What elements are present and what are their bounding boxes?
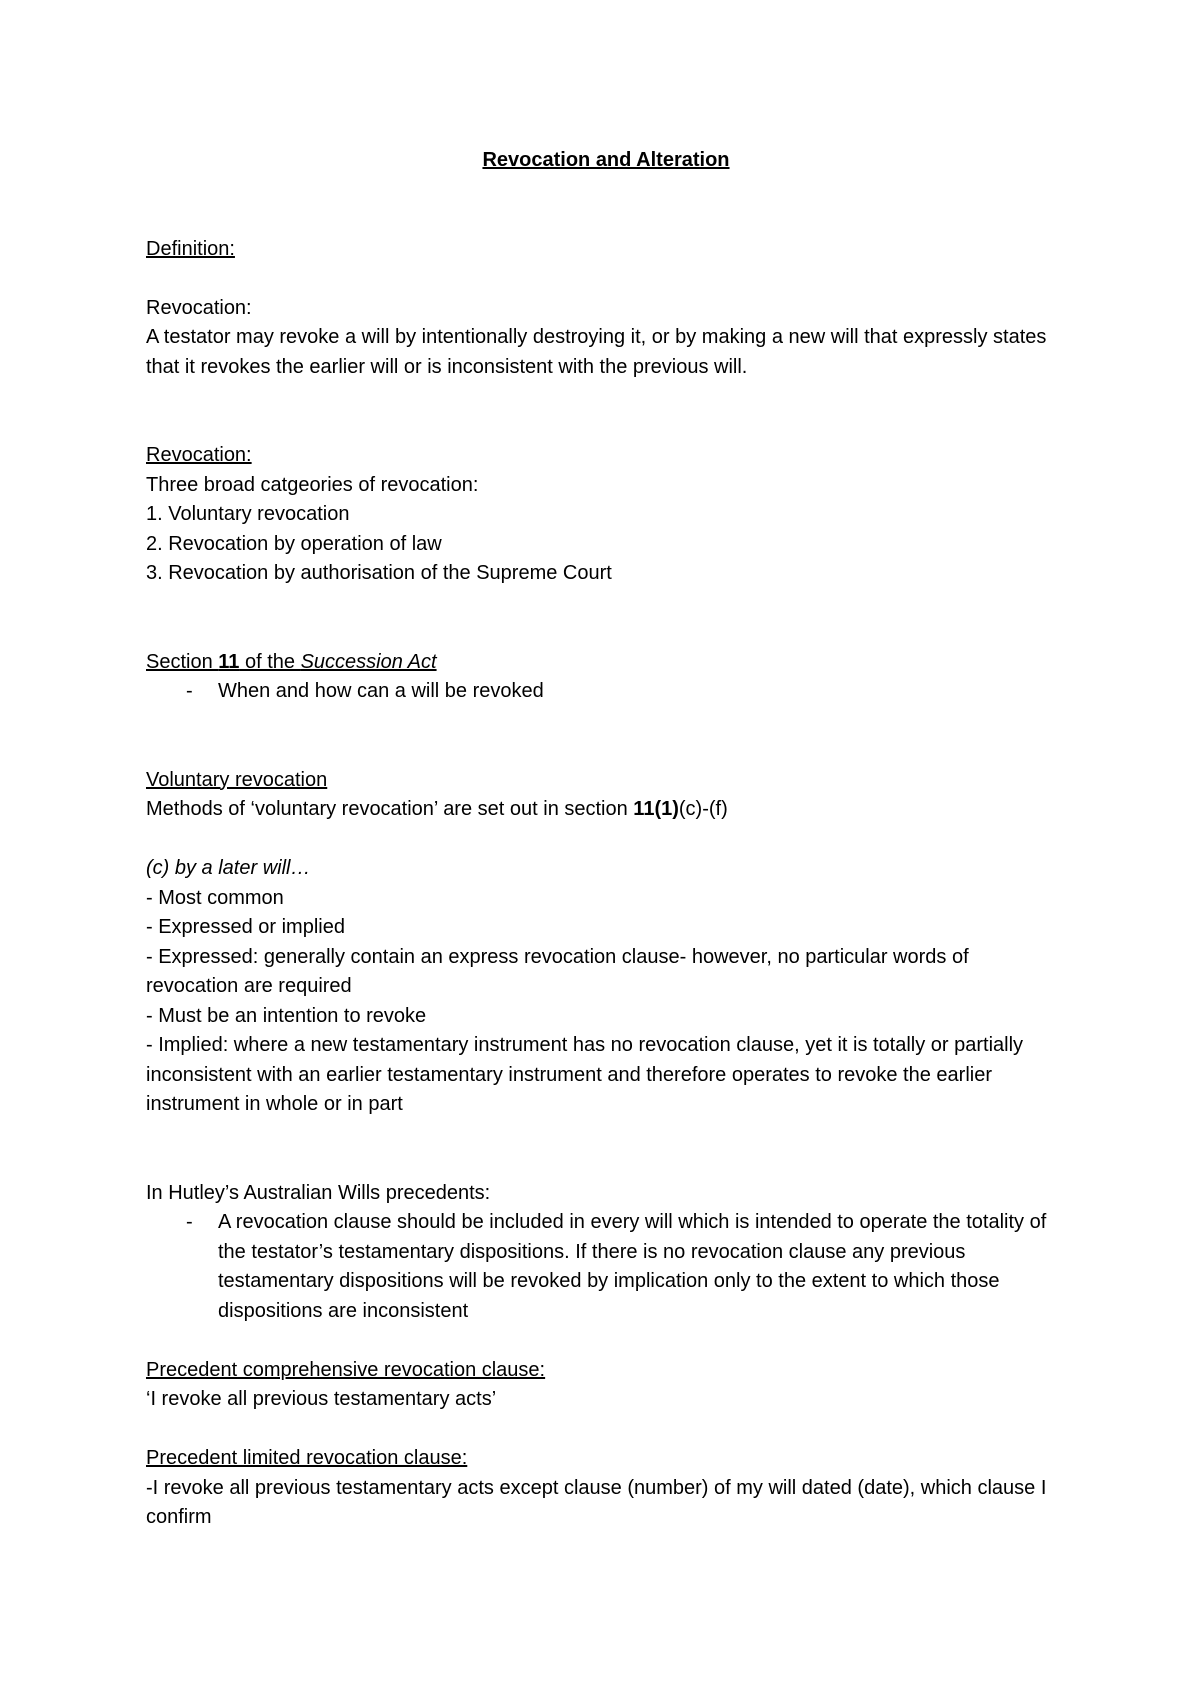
document-title: Revocation and Alteration bbox=[482, 149, 730, 171]
comprehensive-heading: Precedent comprehensive revocation clause: bbox=[146, 1358, 546, 1381]
list-item bbox=[146, 677, 1066, 707]
hutley-intro: In Hutley’s Australian Wills precedents: bbox=[146, 1181, 491, 1204]
revocation-label: Revocation: bbox=[146, 296, 252, 319]
act-name: Succession Act bbox=[300, 650, 437, 673]
list-item bbox=[146, 1208, 1066, 1326]
later-will-point: - Most common bbox=[146, 886, 284, 909]
voluntary-intro bbox=[146, 795, 1066, 825]
voluntary-intro-suffix: (c)-(f) bbox=[678, 798, 728, 820]
voluntary-intro-prefix: Methods of ‘voluntary revocation’ are set out in section bbox=[146, 798, 634, 820]
later-will-point: - Expressed or implied bbox=[146, 916, 345, 938]
later-will-point: - Expressed: generally contain an express revocation clause- however, no particular words of revocation are required bbox=[146, 945, 969, 997]
later-will-heading: (c) by a later will… bbox=[146, 857, 311, 879]
limited-text: -I revoke all previous testamentary acts except clause (number) of my will dated (date), which clause I confirm bbox=[146, 1476, 1047, 1528]
section-heading-prefix: Section bbox=[146, 650, 219, 673]
dash-marker: - bbox=[186, 680, 193, 702]
category-item: 2. Revocation by operation of law bbox=[146, 532, 442, 555]
categories-intro: Three broad catgeories of revocation: bbox=[146, 473, 479, 496]
revocation-definition: A testator may revoke a will by intentionally destroying it, or by making a new will that expressly states that it revokes the earlier will or is inconsistent with the previous will. bbox=[146, 326, 1047, 378]
voluntary-intro-section: 11(1) bbox=[633, 798, 679, 820]
revocation-heading: Revocation: bbox=[146, 444, 252, 466]
later-will-point: - Must be an intention to revoke bbox=[146, 1004, 427, 1027]
section-number: 11 bbox=[218, 650, 240, 673]
section-heading-mid: of the bbox=[239, 650, 301, 673]
document-body bbox=[146, 146, 1066, 1533]
section-heading bbox=[146, 648, 1066, 678]
hutley-bullet-text: A revocation clause should be included in every will which is intended to operate the totality of the testator’s testamentary dispositions. If there is no revocation clause any previous testamentary dispositions will be revoked by implication only to the extent to which those dispositions are inconsistent bbox=[218, 1211, 1047, 1322]
dash-marker: - bbox=[186, 1211, 193, 1233]
category-item: 1. Voluntary revocation bbox=[146, 503, 350, 525]
limited-heading: Precedent limited revocation clause: bbox=[146, 1447, 468, 1469]
section-bullet-text: When and how can a will be revoked bbox=[218, 680, 544, 702]
later-will-point: - Implied: where a new testamentary instrument has no revocation clause, yet it is totally or partially inconsistent with an earlier testamentary instrument and therefore operates to revoke the earlier instrument in whole or in part bbox=[146, 1034, 1024, 1115]
voluntary-heading: Voluntary revocation bbox=[146, 768, 328, 791]
comprehensive-text: ‘I revoke all previous testamentary acts’ bbox=[146, 1388, 497, 1410]
category-item: 3. Revocation by authorisation of the Supreme Court bbox=[146, 562, 612, 584]
definition-heading: Definition: bbox=[146, 237, 235, 260]
